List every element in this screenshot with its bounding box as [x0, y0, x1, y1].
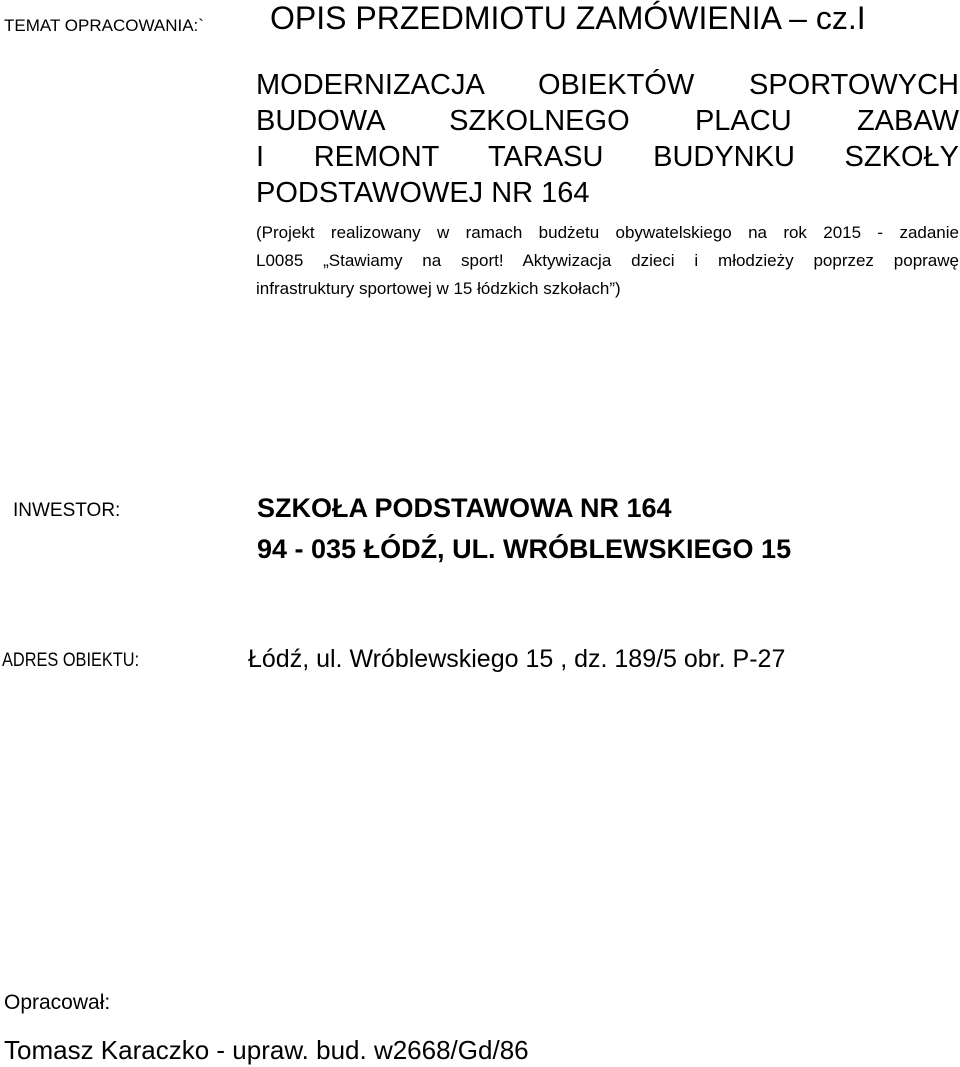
project-title-line: MODERNIZACJA OBIEKTÓW SPORTOWYCH	[256, 69, 959, 101]
investor-address: 94 - 035 ŁÓDŹ, UL. WRÓBLEWSKIEGO 15	[257, 534, 792, 564]
project-description	[256, 219, 959, 303]
project-title-line: I REMONT TARASU BUDYNKU SZKOŁY	[256, 141, 959, 173]
prepared-by-name: Tomasz Karaczko - upraw. bud. w2668/Gd/86	[4, 1035, 529, 1065]
topic-label: TEMAT OPRACOWANIA:`	[4, 16, 204, 35]
investor-label: INWESTOR:	[13, 500, 121, 521]
investor-name: SZKOŁA PODSTAWOWA NR 164	[257, 493, 672, 523]
object-address-value: Łódź, ul. Wróblewskiego 15 , dz. 189/5 obr. P-27	[248, 645, 786, 673]
prepared-by-label: Opracował:	[4, 991, 111, 1014]
project-title-line: BUDOWA SZKOLNEGO PLACU ZABAW	[256, 105, 959, 137]
project-description-line: infrastruktury sportowej w 15 łódzkich szkołach”)	[256, 279, 621, 298]
project-description-line: (Projekt realizowany w ramach budżetu obywatelskiego na rok 2015 - zadanie	[256, 223, 959, 242]
document-title: OPIS PRZEDMIOTU ZAMÓWIENIA – cz.I	[270, 0, 866, 36]
project-title	[256, 67, 959, 211]
project-title-line: PODSTAWOWEJ NR 164	[256, 177, 590, 209]
object-address-label: ADRES OBIEKTU:	[2, 650, 140, 671]
project-description-line: L0085 „Stawiamy na sport! Aktywizacja dzieci i młodzieży poprzez poprawę	[256, 251, 959, 270]
